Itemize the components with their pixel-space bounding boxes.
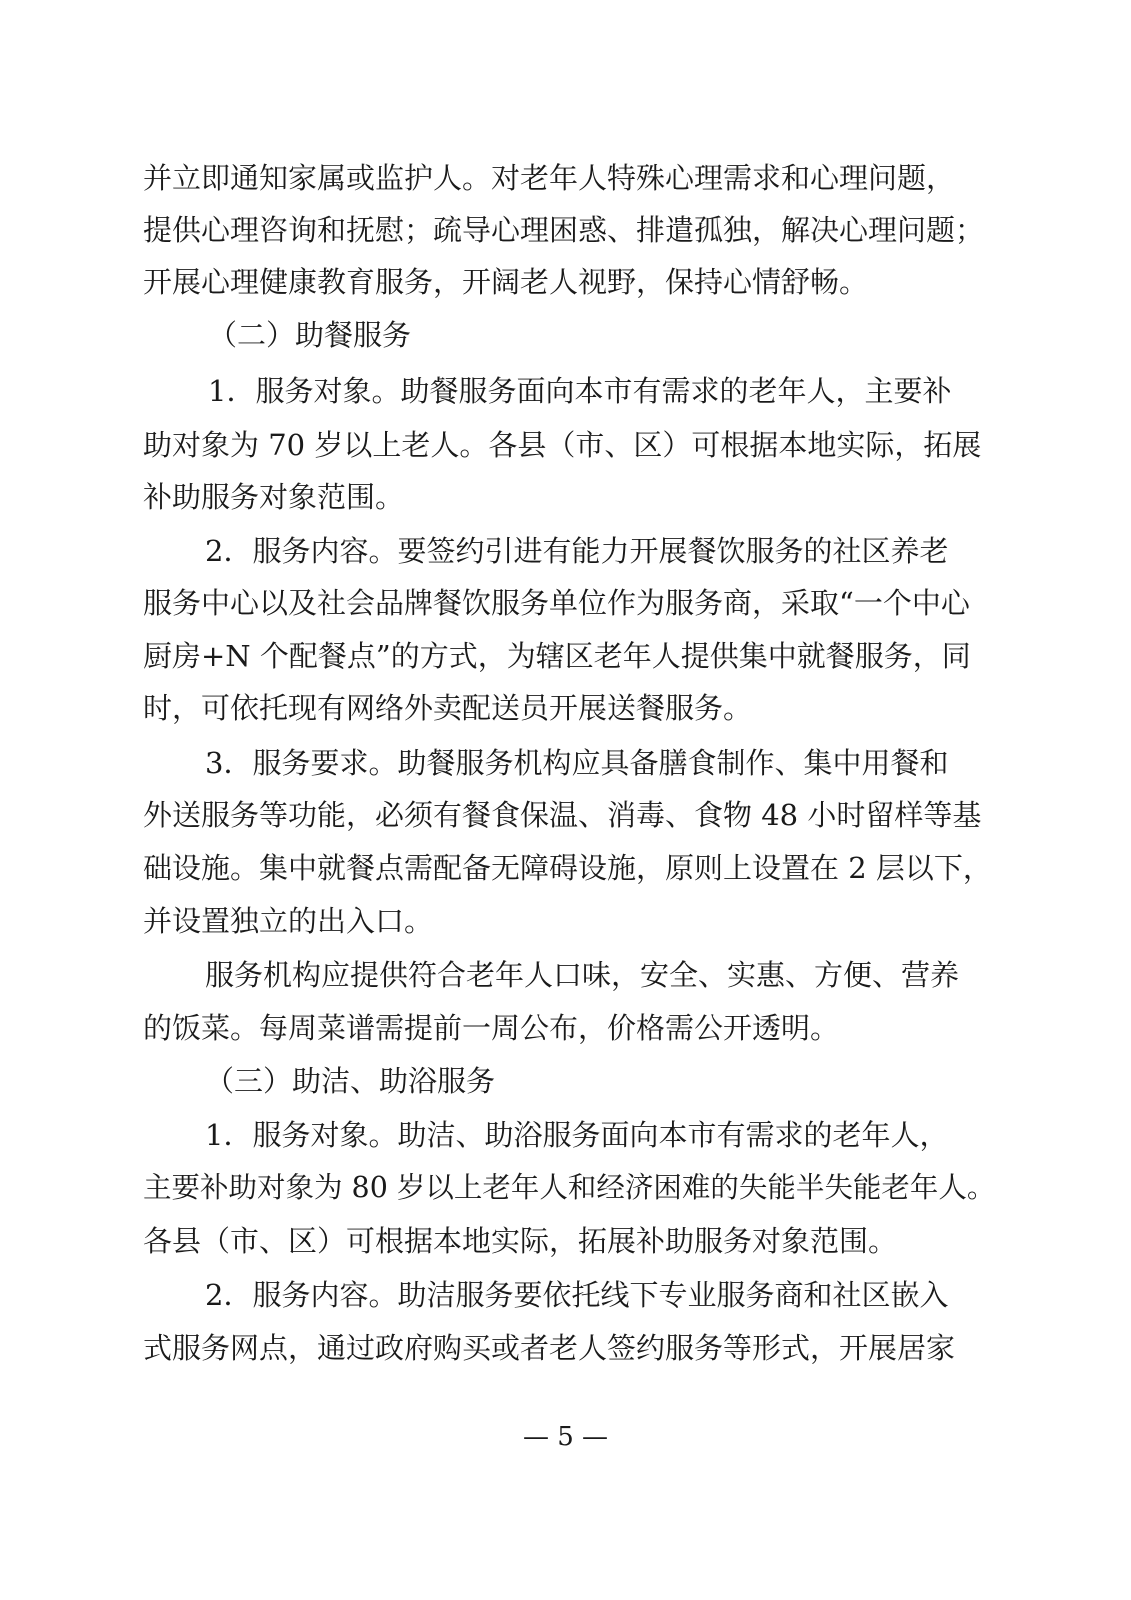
page-number: — 5 — <box>522 1422 609 1452</box>
text-line-17: 的饭菜。每周菜谱需提前一周公布，价格需公开透明。 <box>143 1011 840 1045</box>
text-line-11: 时，可依托现有网络外卖配送员开展送餐服务。 <box>143 691 753 725</box>
text-line-19: 1．服务对象。助洁、助浴服务面向本市有需求的老年人， <box>205 1118 949 1152</box>
text-line-8: 2．服务内容。要签约引进有能力开展餐饮服务的社区养老 <box>205 534 949 568</box>
text-line-12: 3．服务要求。助餐服务机构应具备膳食制作、集中用餐和 <box>205 746 949 780</box>
section-heading-2: （二）助餐服务 <box>208 318 412 352</box>
text-line-14: 础设施。集中就餐点需配备无障碍设施，原则上设置在 2 层以下， <box>143 851 992 885</box>
text-line-7: 补助服务对象范围。 <box>143 480 405 514</box>
text-line-20: 主要补助对象为 80 岁以上老年人和经济困难的失能半失能老年人。 <box>143 1171 996 1204</box>
text-line-2: 提供心理咨询和抚慰；疏导心理困惑、排遣孤独，解决心理问题； <box>143 213 985 247</box>
text-line-22: 2．服务内容。助洁服务要依托线下专业服务商和社区嵌入 <box>205 1278 949 1312</box>
text-line-21: 各县（市、区）可根据本地实际，拓展补助服务对象范围。 <box>143 1224 898 1258</box>
text-line-1: 并立即通知家属或监护人。对老年人特殊心理需求和心理问题， <box>143 161 956 195</box>
text-line-5: 1．服务对象。助餐服务面向本市有需求的老年人，主要补 <box>208 374 952 408</box>
text-line-3: 开展心理健康教育服务，开阔老人视野，保持心情舒畅。 <box>143 265 869 299</box>
text-line-6: 助对象为 70 岁以上老人。各县（市、区）可根据本地实际，拓展 <box>143 428 982 462</box>
section-heading-3: （三）助洁、助浴服务 <box>205 1064 496 1098</box>
text-line-10: 厨房+N 个配餐点”的方式，为辖区老年人提供集中就餐服务，同 <box>143 639 971 673</box>
text-line-16: 服务机构应提供符合老年人口味，安全、实惠、方便、营养 <box>205 958 960 992</box>
text-line-13: 外送服务等功能，必须有餐食保温、消毒、食物 48 小时留样等基 <box>143 798 982 832</box>
text-line-9: 服务中心以及社会品牌餐饮服务单位作为服务商，采取“一个中心 <box>143 586 970 620</box>
text-line-23: 式服务网点，通过政府购买或者老人签约服务等形式，开展居家 <box>143 1331 956 1365</box>
text-line-15: 并设置独立的出入口。 <box>143 904 434 938</box>
